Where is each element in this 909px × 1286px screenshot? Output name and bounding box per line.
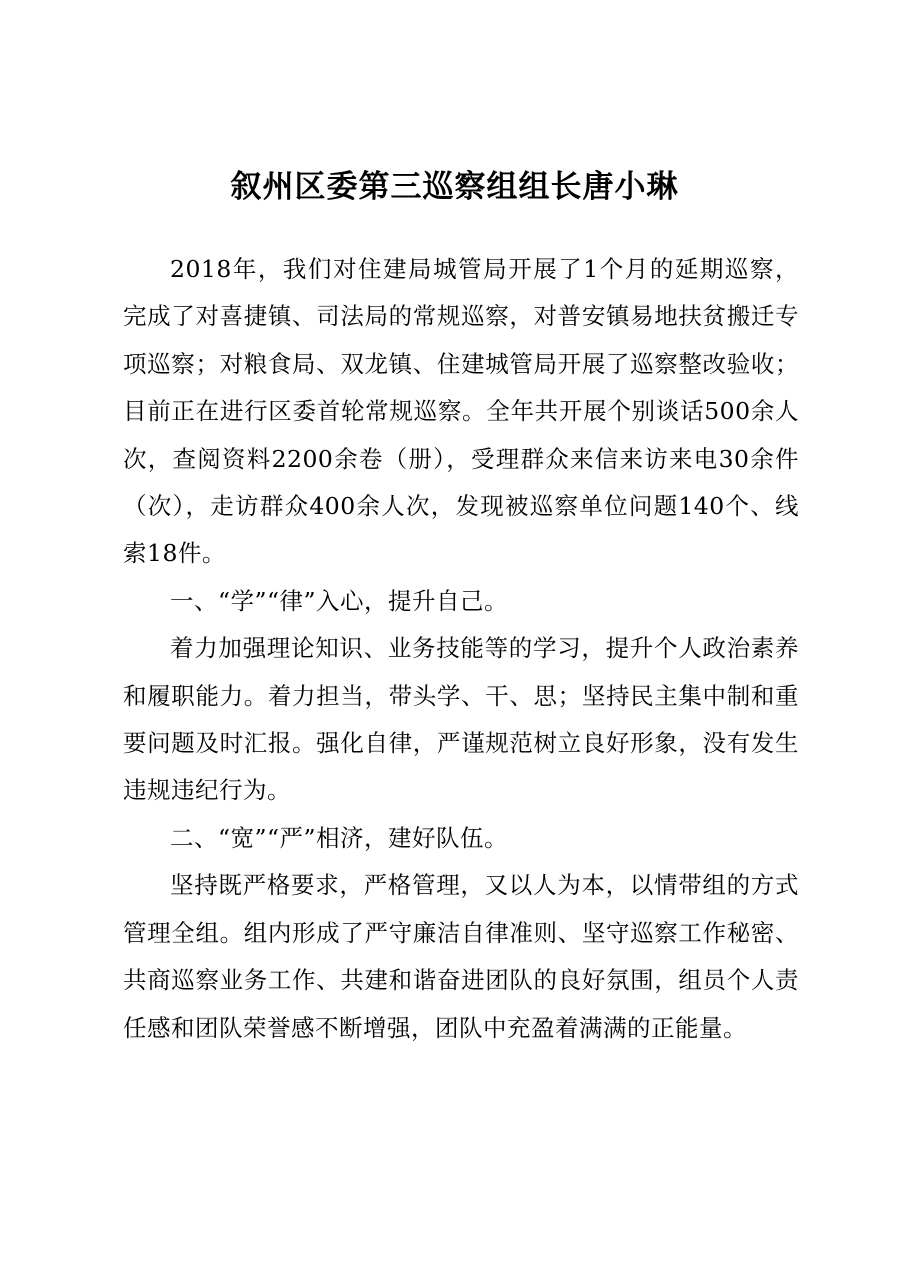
paragraph-section-1: 着力加强理论知识、业务技能等的学习，提升个人政治素养和履职能力。着力担当，带头学、干、思；坚持民主集中制和重要问题及时汇报。强化自律，严谨规范树立良好形象，没有发生违规违纪行为。: [123, 634, 799, 805]
section-heading-1: 一、“学”“律”入心，提升自己。: [170, 586, 509, 615]
section-heading-2: 二、“宽”“严”相济，建好队伍。: [170, 823, 509, 852]
paragraph-section-2: 坚持既严格要求，严格管理，又以人为本，以情带组的方式管理全组。组内形成了严守廉洁自律准则、坚守巡察工作秘密、共商巡察业务工作、共建和谐奋进团队的良好氛围，组员个人责任感和团队荣誉感不断增强，团队中充盈着满满的正能量。: [123, 871, 799, 1042]
paragraph-summary: 2018年，我们对住建局城管局开展了1个月的延期巡察，完成了对喜捷镇、司法局的常规巡察，对普安镇易地扶贫搬迁专项巡察；对粮食局、双龙镇、住建城管局开展了巡察整改验收；目前正在进行区委首轮常规巡察。全年共开展个别谈话500余人次，查阅资料2200余卷（册），受理群众来信来访来电30余件（次），走访群众400余人次，发现被巡察单位问题140个、线索18件。: [123, 255, 799, 568]
document-title: 叙州区委第三巡察组组长唐小琳: [230, 169, 679, 205]
document-body: [123, 246, 799, 1052]
